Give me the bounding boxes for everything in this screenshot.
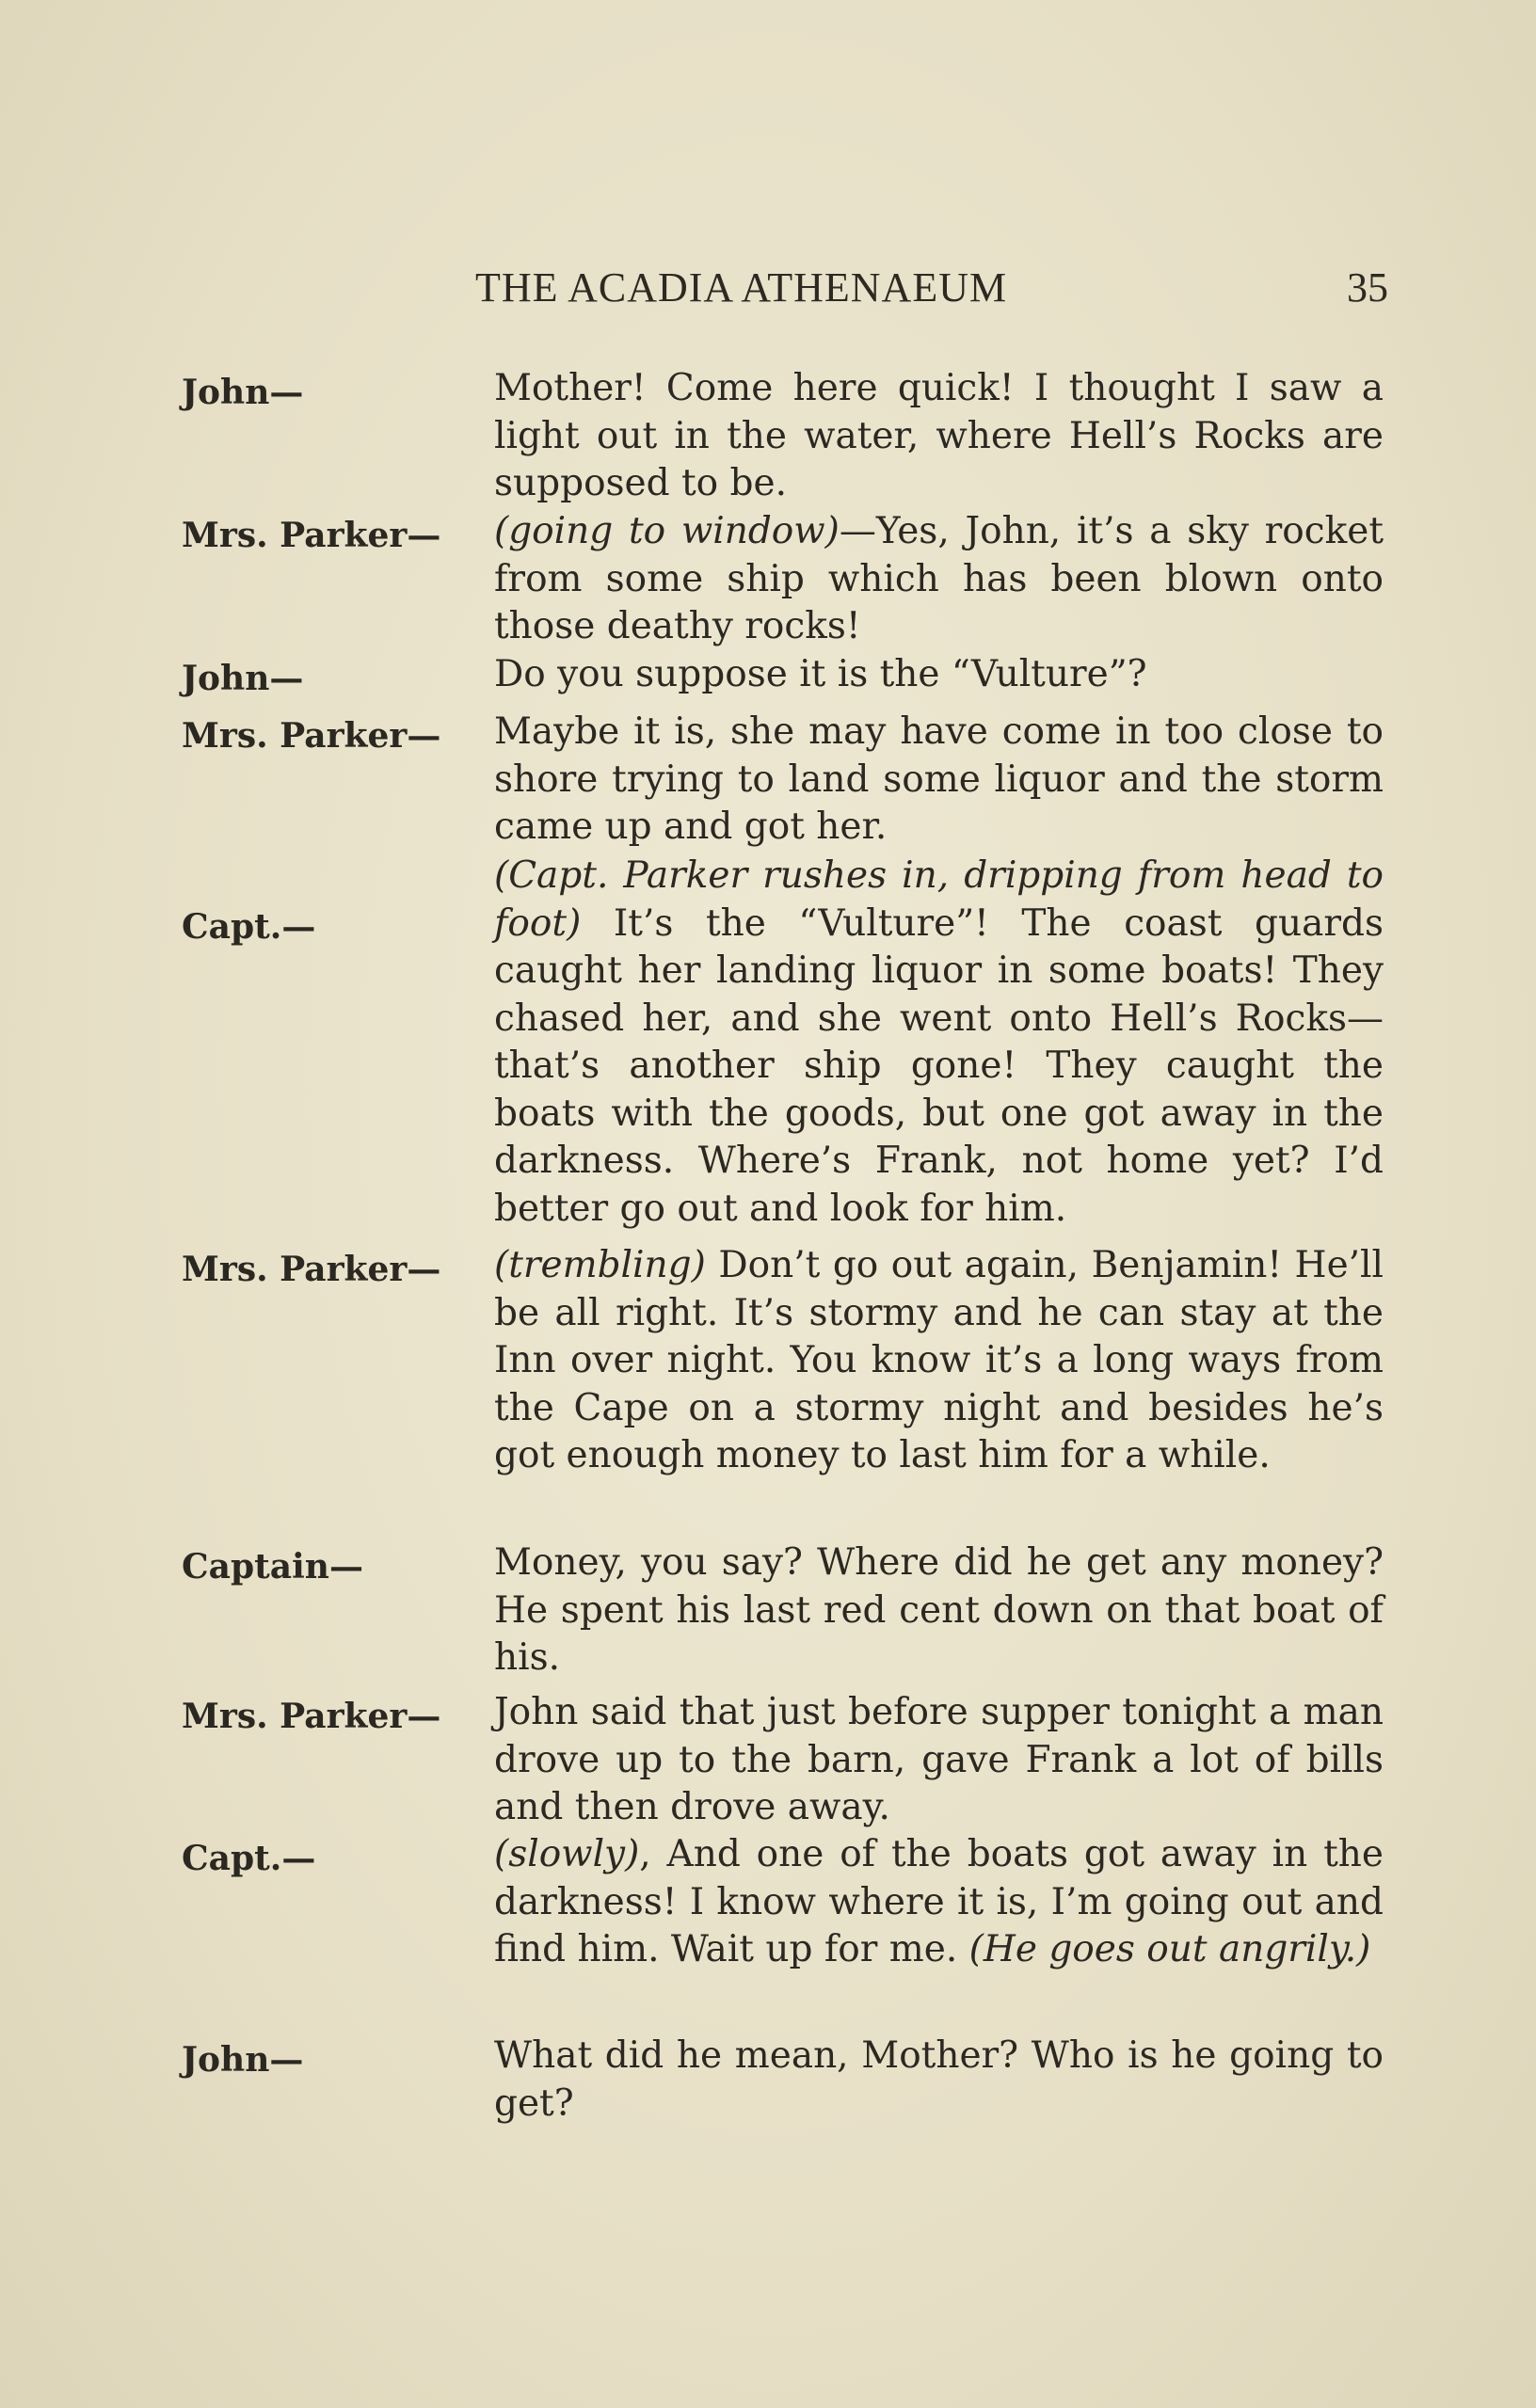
speech-line-text: , And one of the boats got away in the darkness! I know where it is, I’m going out and find him. Wait up for me. bbox=[494, 1833, 1384, 1970]
speaker-name: Mrs. Parker— bbox=[182, 716, 441, 756]
stage-direction: (trembling) bbox=[494, 1244, 706, 1286]
speaker-name: Captain— bbox=[182, 1547, 363, 1587]
page-number: 35 bbox=[1347, 264, 1388, 311]
speech-line-text: It’s the “Vulture”! The coast guards caught her landing liquor in some boats! They chased her, and she went onto Hell’s Rocks—that’s another ship gone! They caught the boats with the goods, but one got away in the darkness. Where’s Frank, not home yet? I’d better go out and look for him. bbox=[494, 901, 1384, 1230]
speech-text bbox=[494, 1831, 1384, 1974]
speech-text bbox=[494, 1689, 1384, 1832]
speech-text bbox=[494, 853, 1384, 1233]
speech-text bbox=[494, 1539, 1384, 1682]
speaker-name: John— bbox=[182, 659, 304, 698]
stage-direction: (going to window) bbox=[494, 510, 840, 552]
speech-text bbox=[494, 709, 1384, 852]
stage-direction-end: (He goes out angrily.) bbox=[968, 1928, 1371, 1970]
speaker-name: Mrs. Parker— bbox=[182, 516, 441, 555]
speech-line-text: Mother! Come here quick! I thought I saw a light out in the water, where Hell’s Rocks are supposed to be. bbox=[494, 367, 1384, 504]
speech-text bbox=[494, 1242, 1384, 1480]
stage-direction: (Capt. Parker rushes in, dripping from head to foot) bbox=[494, 854, 1384, 945]
speech-line-text: John said that just before supper tonight a man drove up to the barn, gave Frank a lot of bills and then drove away. bbox=[494, 1691, 1384, 1828]
speaker-name: Mrs. Parker— bbox=[182, 1250, 441, 1289]
speech-line-text: What did he mean, Mother? Who is he going to get? bbox=[494, 2034, 1384, 2125]
speech-line-text: Do you suppose it is the “Vulture”? bbox=[494, 653, 1147, 695]
speaker-name: John— bbox=[182, 2040, 304, 2080]
speech-text bbox=[494, 2033, 1384, 2128]
speech-line-text: Don’t go out again, Benjamin! He’ll be all right. It’s stormy and he can stay at the Inn over night. You know it’s a long ways from the Cape on a stormy night and besides he’s got enough money to last him for a while. bbox=[494, 1244, 1384, 1476]
speech-line-text: Money, you say? Where did he get any money? He spent his last red cent down on that boat of his. bbox=[494, 1541, 1384, 1679]
speech-line-text: Maybe it is, she may have come in too close to shore trying to land some liquor and the storm came up and got her. bbox=[494, 710, 1384, 848]
speaker-name: Capt.— bbox=[182, 907, 316, 947]
speaker-name: Capt.— bbox=[182, 1839, 316, 1878]
speaker-name: John— bbox=[182, 373, 304, 412]
speech-line-text: —Yes, John, it’s a sky rocket from some ship which has been blown onto those deathy rocks! bbox=[494, 510, 1384, 647]
journal-title: THE ACADIA ATHENAEUM bbox=[475, 264, 1008, 311]
speech-text bbox=[494, 651, 1384, 699]
speech-text bbox=[494, 365, 1384, 508]
speech-text bbox=[494, 508, 1384, 651]
running-header bbox=[475, 263, 1388, 320]
speaker-name: Mrs. Parker— bbox=[182, 1697, 441, 1736]
stage-direction: (slowly) bbox=[494, 1833, 640, 1875]
